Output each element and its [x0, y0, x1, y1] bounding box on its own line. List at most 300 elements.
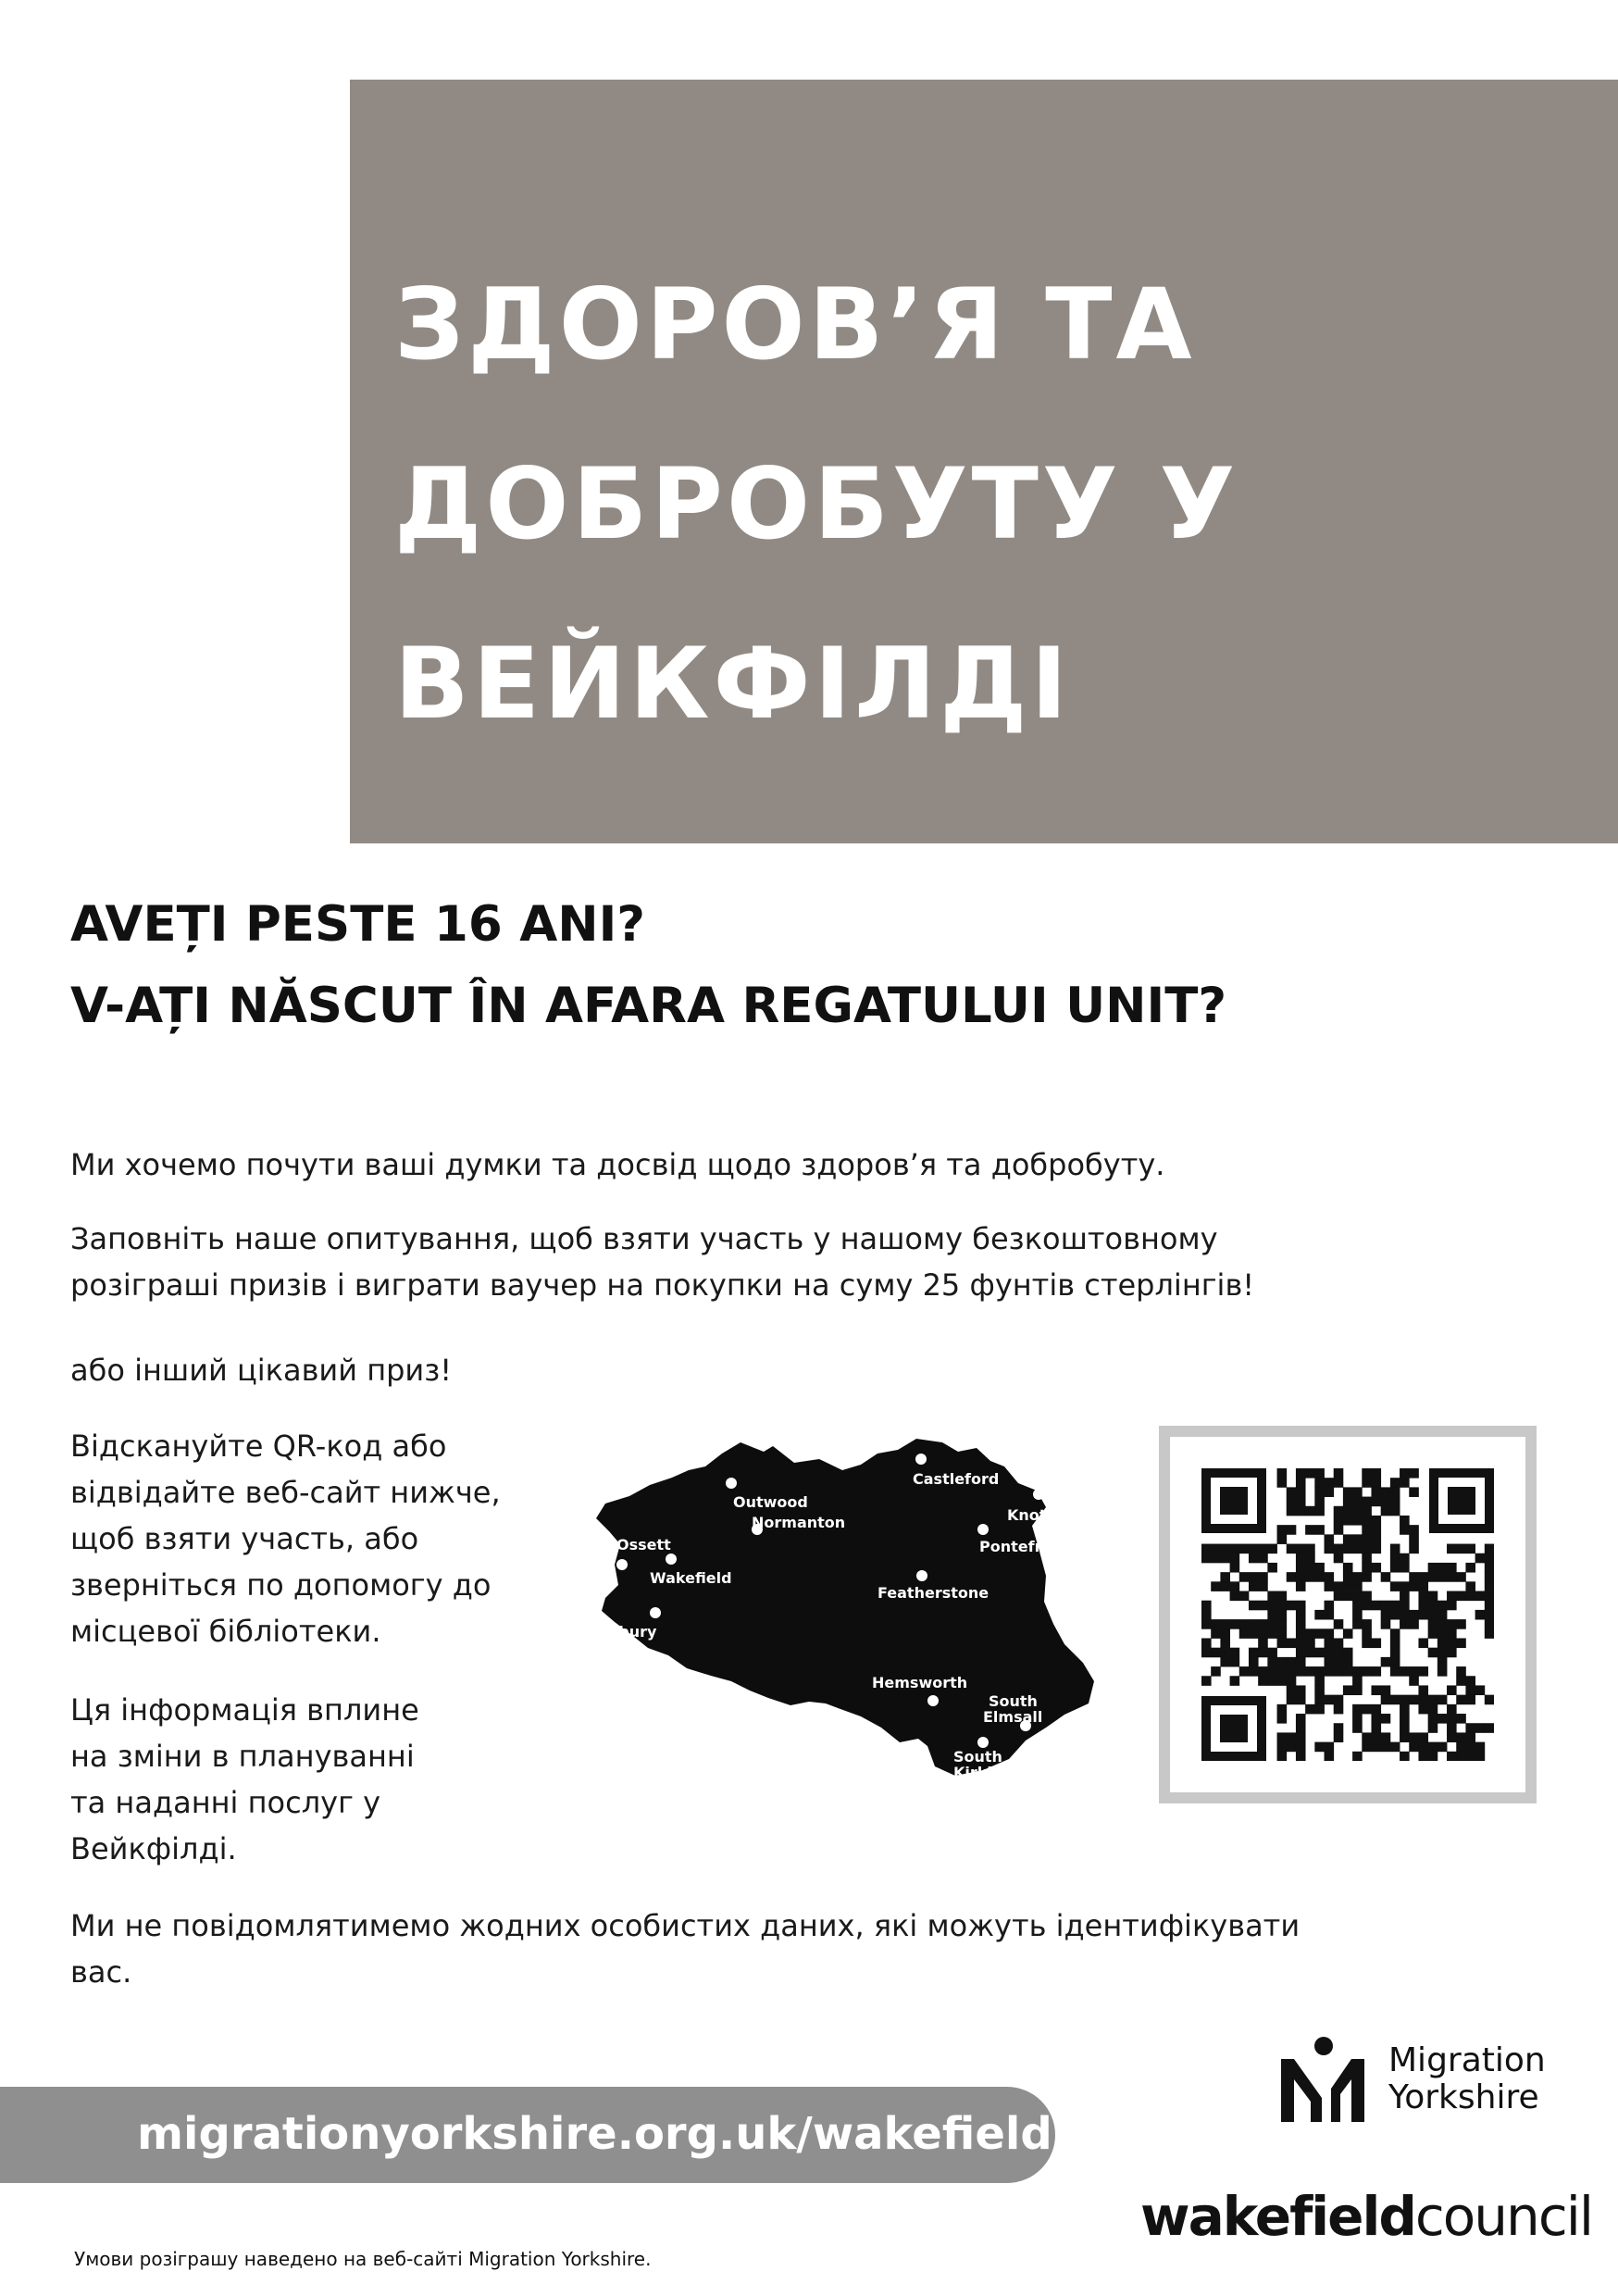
qr-module — [1267, 1657, 1277, 1667]
qr-module — [1287, 1525, 1297, 1535]
qr-module — [1325, 1638, 1335, 1648]
headline — [70, 884, 1588, 1047]
qr-module — [1287, 1695, 1297, 1705]
qr-module — [1343, 1572, 1353, 1582]
qr-module — [1267, 1676, 1277, 1686]
qr-module — [1305, 1554, 1315, 1564]
qr-module — [1277, 1657, 1288, 1667]
qr-module — [1258, 1572, 1268, 1582]
qr-module — [1334, 1516, 1344, 1526]
qr-module — [1314, 1666, 1325, 1677]
qr-module — [1201, 1619, 1212, 1629]
qr-module — [1371, 1534, 1381, 1544]
qr-module — [1418, 1638, 1428, 1648]
title-line-1: ЗДОРОВ’Я ТА — [394, 268, 1196, 381]
qr-module — [1314, 1676, 1325, 1686]
title-banner — [350, 80, 1618, 843]
qr-module — [1314, 1525, 1325, 1535]
qr-module — [1352, 1534, 1363, 1544]
qr-module — [1362, 1525, 1372, 1535]
qr-module — [1220, 1628, 1230, 1639]
qr-module — [1456, 1714, 1466, 1724]
qr-module — [1390, 1628, 1400, 1639]
qr-module — [1325, 1601, 1335, 1611]
qr-module — [1390, 1638, 1400, 1648]
qr-module — [1465, 1732, 1475, 1742]
qr-module — [1305, 1628, 1315, 1639]
qr-module — [1296, 1732, 1306, 1742]
qr-module — [1334, 1657, 1344, 1667]
qr-module — [1267, 1628, 1277, 1639]
qr-module — [1438, 1648, 1448, 1658]
qr-module — [1465, 1676, 1475, 1686]
qr-module — [1220, 1554, 1230, 1564]
qr-module — [1447, 1544, 1457, 1554]
qr-module — [1277, 1619, 1288, 1629]
qr-module — [1447, 1628, 1457, 1639]
qr-module — [1381, 1506, 1391, 1516]
qr-module — [1249, 1554, 1259, 1564]
qr-module — [1456, 1742, 1466, 1753]
qr-module — [1239, 1666, 1250, 1677]
qr-module — [1314, 1468, 1325, 1479]
qr-module — [1211, 1666, 1221, 1677]
qr-module — [1456, 1572, 1466, 1582]
qr-module — [1371, 1666, 1381, 1677]
other-prize-line: або інший цікавий приз! — [70, 1353, 453, 1388]
qr-module — [1475, 1610, 1486, 1620]
qr-module — [1390, 1506, 1400, 1516]
qr-code[interactable] — [1201, 1468, 1494, 1761]
qr-module — [1211, 1544, 1221, 1554]
qr-module — [1343, 1657, 1353, 1667]
qr-module — [1485, 1572, 1494, 1582]
qr-module — [1447, 1732, 1457, 1742]
qr-module — [1418, 1591, 1428, 1602]
qr-module — [1220, 1544, 1230, 1554]
qr-module — [1456, 1732, 1466, 1742]
website-banner[interactable] — [0, 2087, 1055, 2183]
qr-module — [1447, 1638, 1457, 1648]
qr-module — [1314, 1628, 1325, 1639]
qr-module — [1447, 1591, 1457, 1602]
qr-module — [1390, 1487, 1400, 1497]
qr-module — [1325, 1534, 1335, 1544]
qr-module — [1267, 1648, 1277, 1658]
qr-module — [1390, 1610, 1400, 1620]
qr-module — [1438, 1638, 1448, 1648]
qr-module — [1277, 1601, 1288, 1611]
qr-module — [1211, 1581, 1221, 1591]
qr-module — [1239, 1572, 1250, 1582]
title-line-2: ДОБРОБУТУ У — [394, 447, 1239, 561]
qr-module — [1400, 1554, 1410, 1564]
qr-module — [1325, 1628, 1335, 1639]
qr-module — [1438, 1563, 1448, 1573]
qr-module — [1428, 1648, 1438, 1658]
qr-module — [1352, 1544, 1363, 1554]
qr-module — [1201, 1676, 1212, 1686]
qr-module — [1400, 1695, 1410, 1705]
qr-module — [1352, 1497, 1363, 1507]
qr-module — [1258, 1601, 1268, 1611]
qr-module — [1400, 1581, 1410, 1591]
label-horbury: Horbury — [589, 1623, 657, 1641]
qr-module — [1390, 1601, 1400, 1611]
qr-module — [1400, 1516, 1410, 1526]
qr-module — [1381, 1610, 1391, 1620]
scan-paragraph — [70, 1423, 501, 1654]
qr-module — [1230, 1676, 1240, 1686]
qr-module — [1371, 1714, 1381, 1724]
qr-module — [1352, 1487, 1363, 1497]
qr-module — [1334, 1525, 1344, 1535]
qr-module — [1277, 1478, 1288, 1488]
qr-module — [1409, 1666, 1419, 1677]
logo-word-2: Yorkshire — [1388, 2078, 1539, 2116]
wakefield-council-logo — [1140, 2185, 1592, 2248]
qr-module — [1230, 1563, 1240, 1573]
qr-module — [1352, 1723, 1363, 1733]
qr-module — [1447, 1685, 1457, 1695]
qr-module — [1305, 1506, 1315, 1516]
qr-code-frame[interactable] — [1159, 1426, 1537, 1803]
marker-featherstone — [916, 1570, 927, 1581]
qr-module — [1390, 1478, 1400, 1488]
qr-module — [1418, 1704, 1428, 1715]
qr-module — [1390, 1695, 1400, 1705]
qr-module — [1352, 1666, 1363, 1677]
impact-paragraph — [70, 1687, 419, 1872]
qr-module — [1314, 1704, 1325, 1715]
qr-module — [1371, 1563, 1381, 1573]
qr-module — [1287, 1638, 1297, 1648]
scan-line-2: відвідайте веб-сайт нижче, — [70, 1475, 501, 1510]
qr-module — [1371, 1638, 1381, 1648]
qr-module — [1305, 1468, 1315, 1479]
qr-module — [1287, 1666, 1297, 1677]
qr-module — [1418, 1752, 1428, 1761]
qr-module — [1409, 1534, 1419, 1544]
qr-module — [1400, 1601, 1410, 1611]
qr-module — [1201, 1554, 1212, 1564]
qr-module — [1201, 1610, 1212, 1620]
qr-module — [1362, 1742, 1372, 1753]
qr-module — [1201, 1648, 1212, 1658]
qr-module — [1352, 1714, 1363, 1724]
qr-module — [1296, 1657, 1306, 1667]
qr-module — [1409, 1742, 1419, 1753]
qr-module — [1277, 1676, 1288, 1686]
qr-module — [1390, 1742, 1400, 1753]
qr-module — [1239, 1628, 1250, 1639]
qr-module — [1456, 1544, 1466, 1554]
qr-module — [1305, 1544, 1315, 1554]
qr-module — [1201, 1601, 1212, 1611]
qr-module — [1211, 1554, 1221, 1564]
qr-module — [1314, 1742, 1325, 1753]
qr-module — [1362, 1468, 1372, 1479]
qr-module — [1343, 1563, 1353, 1573]
council-logo-regular: council — [1414, 2185, 1592, 2248]
qr-module — [1249, 1657, 1259, 1667]
qr-module — [1343, 1666, 1353, 1677]
qr-module — [1277, 1468, 1288, 1479]
qr-module — [1220, 1581, 1230, 1591]
qr-module — [1277, 1752, 1288, 1761]
wakefield-district-map — [583, 1426, 1111, 1796]
qr-module — [1352, 1516, 1363, 1526]
qr-module — [1334, 1723, 1344, 1733]
qr-module — [1249, 1666, 1259, 1677]
qr-module — [1296, 1619, 1306, 1629]
qr-module — [1211, 1648, 1221, 1658]
qr-module — [1287, 1657, 1297, 1667]
qr-module — [1465, 1563, 1475, 1573]
qr-module — [1371, 1525, 1381, 1535]
qr-module — [1362, 1638, 1372, 1648]
label-normanton: Normanton — [752, 1514, 846, 1531]
qr-module — [1305, 1525, 1315, 1535]
label-south-elmsall-2: Elmsall — [983, 1708, 1043, 1726]
qr-module — [1296, 1468, 1306, 1479]
marker-knottingley — [1033, 1489, 1044, 1500]
qr-module — [1465, 1695, 1475, 1705]
qr-module — [1352, 1619, 1363, 1629]
qr-module — [1485, 1610, 1494, 1620]
qr-module — [1352, 1581, 1363, 1591]
qr-module — [1258, 1628, 1268, 1639]
qr-module — [1418, 1572, 1428, 1582]
qr-module — [1428, 1591, 1438, 1602]
qr-module — [1230, 1554, 1240, 1564]
qr-module — [1249, 1544, 1259, 1554]
survey-line-2: розіграші призів і виграти ваучер на покупки на суму 25 фунтів стерлінгів! — [70, 1267, 1255, 1303]
qr-module — [1465, 1591, 1475, 1602]
qr-module — [1277, 1666, 1288, 1677]
qr-module — [1409, 1695, 1419, 1705]
qr-module — [1418, 1695, 1428, 1705]
qr-module — [1409, 1619, 1419, 1629]
qr-module — [1325, 1695, 1335, 1705]
qr-finder-top-left — [1201, 1468, 1266, 1533]
qr-module — [1334, 1581, 1344, 1591]
qr-module — [1428, 1619, 1438, 1629]
qr-module — [1362, 1563, 1372, 1573]
qr-module — [1258, 1544, 1268, 1554]
qr-module — [1456, 1676, 1466, 1686]
qr-module — [1277, 1638, 1288, 1648]
qr-finder-bottom-left — [1201, 1696, 1266, 1761]
qr-module — [1352, 1591, 1363, 1602]
qr-module — [1362, 1619, 1372, 1629]
qr-module — [1465, 1723, 1475, 1733]
qr-module — [1305, 1666, 1315, 1677]
qr-module — [1418, 1601, 1428, 1611]
qr-module — [1447, 1572, 1457, 1582]
qr-module — [1362, 1572, 1372, 1582]
qr-module — [1418, 1666, 1428, 1677]
qr-module — [1277, 1534, 1288, 1544]
qr-module — [1296, 1695, 1306, 1705]
label-featherstone: Featherstone — [877, 1584, 989, 1602]
qr-module — [1371, 1468, 1381, 1479]
qr-module — [1334, 1506, 1344, 1516]
qr-module — [1438, 1610, 1448, 1620]
qr-module — [1475, 1591, 1486, 1602]
qr-module — [1428, 1601, 1438, 1611]
qr-module — [1287, 1676, 1297, 1686]
qr-module — [1438, 1742, 1448, 1753]
qr-module — [1343, 1534, 1353, 1544]
qr-module — [1409, 1544, 1419, 1554]
label-pontefract: Pontefract — [979, 1538, 1068, 1555]
impact-line-4: Вейкфілді. — [70, 1831, 237, 1866]
qr-module — [1362, 1497, 1372, 1507]
impact-line-1: Ця інформація вплине — [70, 1692, 419, 1728]
qr-module — [1381, 1732, 1391, 1742]
label-south-kirkby-1: South — [953, 1748, 1002, 1766]
qr-module — [1362, 1516, 1372, 1526]
qr-module — [1296, 1554, 1306, 1564]
qr-module — [1305, 1648, 1315, 1658]
qr-module — [1409, 1572, 1419, 1582]
qr-module — [1267, 1591, 1277, 1602]
qr-module — [1314, 1563, 1325, 1573]
qr-module — [1447, 1704, 1457, 1715]
qr-module — [1390, 1544, 1400, 1554]
qr-module — [1267, 1619, 1277, 1629]
qr-module — [1371, 1704, 1381, 1715]
qr-module — [1343, 1648, 1353, 1658]
qr-module — [1485, 1723, 1494, 1733]
qr-module — [1371, 1742, 1381, 1753]
qr-module — [1230, 1581, 1240, 1591]
qr-module — [1428, 1723, 1438, 1733]
marker-castleford — [915, 1454, 927, 1465]
qr-module — [1456, 1695, 1466, 1705]
qr-module — [1343, 1497, 1353, 1507]
qr-module — [1447, 1648, 1457, 1658]
qr-module — [1296, 1572, 1306, 1582]
qr-module — [1239, 1544, 1250, 1554]
qr-module — [1334, 1732, 1344, 1742]
qr-module — [1400, 1563, 1410, 1573]
qr-module — [1201, 1638, 1212, 1648]
qr-module — [1314, 1610, 1325, 1620]
qr-module — [1352, 1676, 1363, 1686]
qr-module — [1334, 1544, 1344, 1554]
qr-module — [1267, 1544, 1277, 1554]
website-link[interactable]: migrationyorkshire.org.uk/wakefield — [137, 2108, 1052, 2160]
qr-module — [1277, 1704, 1288, 1715]
qr-module — [1287, 1572, 1297, 1582]
qr-module — [1485, 1554, 1494, 1564]
qr-module — [1428, 1610, 1438, 1620]
label-wakefield: Wakefield — [650, 1569, 732, 1587]
title-line-3: ВЕЙКФІЛДІ — [394, 627, 1072, 741]
qr-module — [1277, 1591, 1288, 1602]
qr-module — [1352, 1704, 1363, 1715]
qr-module — [1400, 1732, 1410, 1742]
qr-module — [1390, 1666, 1400, 1677]
qr-module — [1362, 1478, 1372, 1488]
qr-module — [1325, 1581, 1335, 1591]
label-castleford: Castleford — [913, 1470, 1000, 1488]
qr-module — [1325, 1657, 1335, 1667]
qr-module — [1343, 1581, 1353, 1591]
qr-module — [1267, 1666, 1277, 1677]
qr-module — [1438, 1714, 1448, 1724]
qr-module — [1343, 1685, 1353, 1695]
qr-module — [1400, 1752, 1410, 1761]
qr-module — [1314, 1497, 1325, 1507]
qr-module — [1325, 1544, 1335, 1554]
qr-module — [1296, 1506, 1306, 1516]
logo-word-1: Migration — [1388, 2041, 1546, 2079]
qr-module — [1296, 1497, 1306, 1507]
scan-line-1: Відскануйте QR-код або — [70, 1429, 447, 1464]
qr-module — [1362, 1666, 1372, 1677]
qr-module — [1418, 1685, 1428, 1695]
qr-module — [1258, 1676, 1268, 1686]
qr-module — [1343, 1487, 1353, 1497]
qr-module — [1258, 1666, 1268, 1677]
qr-module — [1362, 1601, 1372, 1611]
qr-module — [1314, 1685, 1325, 1695]
qr-module — [1381, 1487, 1391, 1497]
qr-module — [1334, 1468, 1344, 1479]
qr-module — [1362, 1554, 1372, 1564]
qr-module — [1352, 1752, 1363, 1761]
label-south-kirkby-2: Kirkby — [953, 1764, 1008, 1781]
intro-line: Ми хочемо почути ваші думки та досвід щодо здоров’я та добробуту. — [70, 1147, 1165, 1182]
headline-line-2: V-AȚI NĂSCUT ÎN AFARA REGATULUI UNIT? — [70, 978, 1227, 1034]
qr-module — [1465, 1581, 1475, 1591]
qr-module — [1305, 1572, 1315, 1582]
qr-module — [1438, 1666, 1448, 1677]
label-ossett: Ossett — [616, 1536, 671, 1554]
qr-module — [1371, 1497, 1381, 1507]
privacy-line-2: вас. — [70, 1954, 132, 1990]
qr-module — [1230, 1544, 1240, 1554]
qr-module — [1409, 1468, 1419, 1479]
qr-module — [1485, 1544, 1494, 1554]
label-south-elmsall-1: South — [989, 1692, 1038, 1710]
qr-module — [1475, 1554, 1486, 1564]
qr-module — [1352, 1610, 1363, 1620]
label-outwood: Outwood — [733, 1493, 808, 1511]
qr-module — [1352, 1685, 1363, 1695]
qr-module — [1428, 1704, 1438, 1715]
qr-module — [1428, 1752, 1438, 1761]
qr-module — [1220, 1572, 1230, 1582]
qr-module — [1296, 1638, 1306, 1648]
qr-module — [1428, 1742, 1438, 1753]
qr-module — [1230, 1648, 1240, 1658]
qr-module — [1409, 1581, 1419, 1591]
qr-module — [1418, 1581, 1428, 1591]
qr-module — [1352, 1601, 1363, 1611]
qr-module — [1220, 1657, 1230, 1667]
qr-module — [1220, 1648, 1230, 1658]
qr-module — [1249, 1572, 1259, 1582]
qr-module — [1287, 1506, 1297, 1516]
qr-module — [1314, 1648, 1325, 1658]
qr-module — [1428, 1572, 1438, 1582]
qr-module — [1201, 1544, 1212, 1554]
qr-module — [1296, 1648, 1306, 1658]
